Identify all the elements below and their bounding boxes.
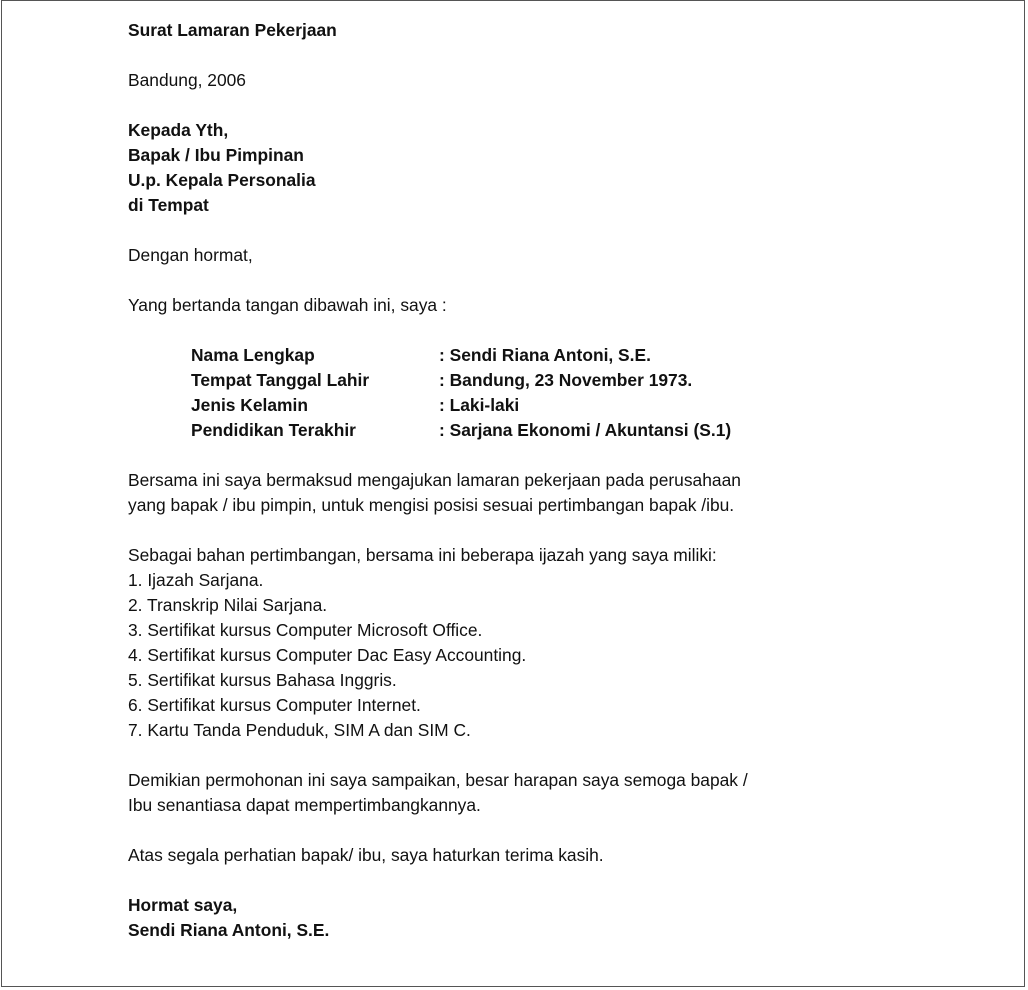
identity-label: Jenis Kelamin xyxy=(191,395,308,415)
spacer xyxy=(128,218,948,243)
paragraph-line: Bersama ini saya bermaksud mengajukan lamaran pekerjaan pada perusahaan xyxy=(128,470,741,490)
recipient-block xyxy=(128,118,948,218)
spacer xyxy=(128,318,948,343)
recipient-line: Kepada Yth, xyxy=(128,120,229,140)
identity-row xyxy=(191,368,948,393)
thanks-line: Atas segala perhatian bapak/ ibu, saya haturkan terima kasih. xyxy=(128,845,604,865)
place-date: Bandung, 2006 xyxy=(128,70,246,90)
list-item: 5. Sertifikat kursus Bahasa Inggris. xyxy=(128,670,397,690)
attachments-intro: Sebagai bahan pertimbangan, bersama ini beberapa ijazah yang saya miliki: xyxy=(128,545,717,565)
identity-row xyxy=(191,418,948,443)
identity-row xyxy=(191,393,948,418)
list-item: 2. Transkrip Nilai Sarjana. xyxy=(128,595,328,615)
identity-row xyxy=(191,343,948,368)
attachments-list xyxy=(128,568,948,743)
spacer xyxy=(128,43,948,68)
intro-line: Yang bertanda tangan dibawah ini, saya : xyxy=(128,295,447,315)
recipient-line: di Tempat xyxy=(128,195,209,215)
paragraph-line: yang bapak / ibu pimpin, untuk mengisi posisi sesuai pertimbangan bapak /ibu. xyxy=(128,495,735,515)
letter-body xyxy=(128,18,948,943)
identity-table xyxy=(191,343,948,443)
identity-label: Pendidikan Terakhir xyxy=(191,420,356,440)
list-item: 7. Kartu Tanda Penduduk, SIM A dan SIM C. xyxy=(128,720,471,740)
signer-name: Sendi Riana Antoni, S.E. xyxy=(128,920,330,940)
paragraph-line: Ibu senantiasa dapat mempertimbangkannya. xyxy=(128,795,481,815)
list-item: 6. Sertifikat kursus Computer Internet. xyxy=(128,695,421,715)
list-item: 3. Sertifikat kursus Computer Microsoft Office. xyxy=(128,620,483,640)
spacer xyxy=(128,518,948,543)
identity-value: : Bandung, 23 November 1973. xyxy=(439,370,693,390)
recipient-line: Bapak / Ibu Pimpinan xyxy=(128,145,304,165)
spacer xyxy=(128,443,948,468)
spacer xyxy=(128,868,948,893)
spacer xyxy=(128,268,948,293)
identity-label: Tempat Tanggal Lahir xyxy=(191,370,370,390)
identity-value: : Sarjana Ekonomi / Akuntansi (S.1) xyxy=(439,420,732,440)
letter-title: Surat Lamaran Pekerjaan xyxy=(128,20,337,40)
spacer xyxy=(128,93,948,118)
document-page xyxy=(1,0,1025,987)
greeting: Dengan hormat, xyxy=(128,245,253,265)
spacer xyxy=(128,818,948,843)
closing-paragraph xyxy=(128,768,948,818)
identity-label: Nama Lengkap xyxy=(191,345,315,365)
identity-value: : Sendi Riana Antoni, S.E. xyxy=(439,345,651,365)
identity-value: : Laki-laki xyxy=(439,395,520,415)
signoff: Hormat saya, xyxy=(128,895,238,915)
paragraph-line: Demikian permohonan ini saya sampaikan, besar harapan saya semoga bapak / xyxy=(128,770,748,790)
recipient-line: U.p. Kepala Personalia xyxy=(128,170,316,190)
list-item: 1. Ijazah Sarjana. xyxy=(128,570,264,590)
spacer xyxy=(128,743,948,768)
list-item: 4. Sertifikat kursus Computer Dac Easy Accounting. xyxy=(128,645,527,665)
purpose-paragraph xyxy=(128,468,948,518)
